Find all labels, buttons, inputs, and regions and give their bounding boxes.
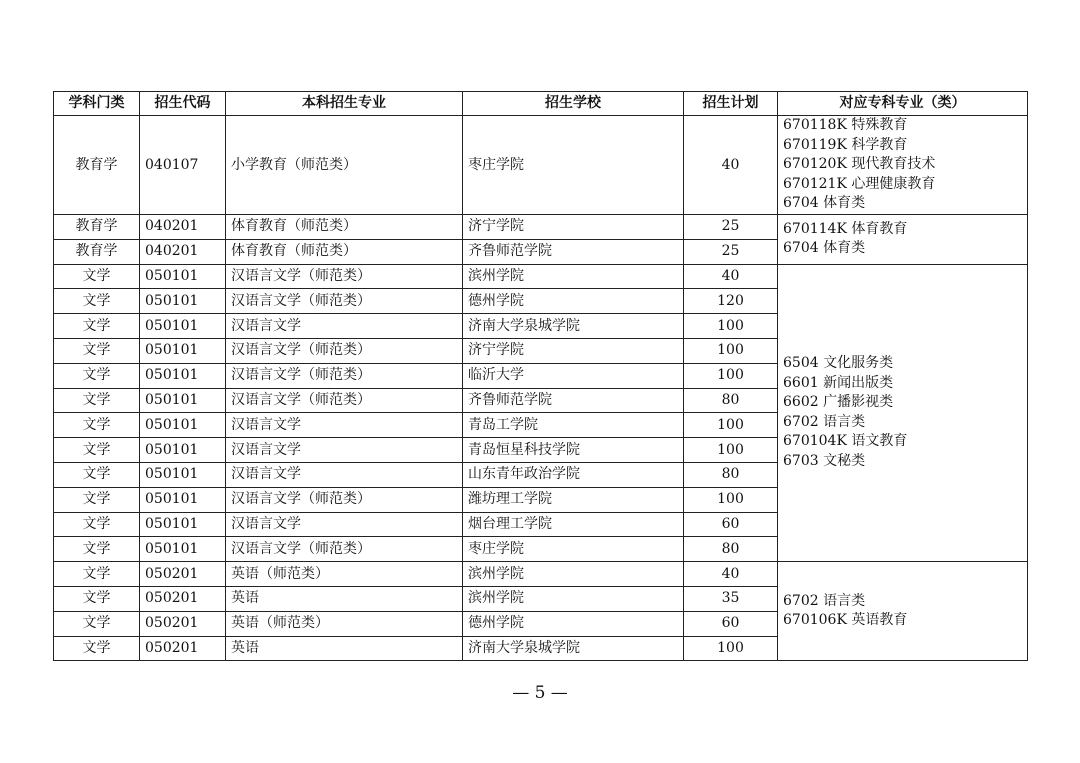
header-row [54,92,1028,116]
corresponding-major-line: 6702 语言类 [783,592,866,609]
cell-school: 枣庄学院 [463,116,684,215]
cell-plan: 100 [684,438,778,463]
cell-category: 教育学 [54,239,140,264]
table-body [54,116,1028,661]
header-school: 招生学校 [463,92,684,116]
cell-plan: 35 [684,586,778,611]
cell-school: 青岛工学院 [463,413,684,438]
table-row [54,562,1028,587]
cell-school: 德州学院 [463,611,684,636]
cell-school: 济南大学泉城学院 [463,314,684,339]
cell-plan: 25 [684,215,778,240]
corresponding-major-line: 6704 体育类 [783,195,866,212]
cell-code: 050201 [140,636,226,661]
cell-corresponding-majors [778,215,1028,265]
cell-code: 050101 [140,289,226,314]
cell-major: 英语（师范类） [226,562,463,587]
cell-school: 滨州学院 [463,586,684,611]
cell-code: 050101 [140,462,226,487]
cell-major: 汉语言文学（师范类） [226,537,463,562]
cell-category: 文学 [54,586,140,611]
corresponding-major-line: 670118K 特殊教育 [783,117,908,134]
cell-major: 汉语言文学 [226,438,463,463]
header-code: 招生代码 [140,92,226,116]
page-number: — 5 — [512,683,568,703]
cell-school: 烟台理工学院 [463,512,684,537]
cell-major: 汉语言文学（师范类） [226,363,463,388]
table-header [54,92,1028,116]
cell-code: 040201 [140,215,226,240]
cell-major: 英语 [226,636,463,661]
cell-school: 济宁学院 [463,215,684,240]
cell-plan: 80 [684,388,778,413]
corresponding-major-line: 670119K 科学教育 [783,136,908,153]
corresponding-major-line: 670104K 语文教育 [783,433,908,450]
table-row [54,264,1028,289]
corresponding-major-line: 6703 文秘类 [783,452,866,469]
header-corresponding-major: 对应专科专业（类） [778,92,1028,116]
cell-plan: 25 [684,239,778,264]
corresponding-major-line: 6602 广播影视类 [783,394,894,411]
cell-plan: 80 [684,462,778,487]
cell-category: 教育学 [54,116,140,215]
cell-plan: 80 [684,537,778,562]
cell-plan: 120 [684,289,778,314]
corresponding-major-line: 670114K 体育教育 [783,220,908,237]
cell-major: 体育教育（师范类） [226,239,463,264]
cell-category: 文学 [54,636,140,661]
corresponding-major-line: 6702 语言类 [783,413,866,430]
cell-category: 文学 [54,512,140,537]
cell-category: 文学 [54,413,140,438]
cell-category: 文学 [54,562,140,587]
cell-plan: 60 [684,611,778,636]
cell-major: 汉语言文学 [226,314,463,339]
cell-plan: 100 [684,413,778,438]
header-plan: 招生计划 [684,92,778,116]
cell-code: 050201 [140,586,226,611]
cell-code: 050101 [140,388,226,413]
header-category: 学科门类 [54,92,140,116]
cell-code: 040201 [140,239,226,264]
header-major: 本科招生专业 [226,92,463,116]
cell-plan: 40 [684,116,778,215]
cell-school: 潍坊理工学院 [463,487,684,512]
cell-category: 文学 [54,611,140,636]
corresponding-major-line: 6601 新闻出版类 [783,374,894,391]
cell-plan: 60 [684,512,778,537]
cell-category: 文学 [54,363,140,388]
cell-major: 汉语言文学（师范类） [226,487,463,512]
cell-major: 汉语言文学（师范类） [226,289,463,314]
cell-code: 050101 [140,537,226,562]
cell-school: 济南大学泉城学院 [463,636,684,661]
table-row [54,215,1028,240]
corresponding-major-line: 670120K 现代教育技术 [783,156,936,173]
corresponding-major-line: 670121K 心理健康教育 [783,175,936,192]
cell-code: 050101 [140,363,226,388]
cell-major: 汉语言文学（师范类） [226,264,463,289]
table-row [54,116,1028,215]
cell-school: 山东青年政治学院 [463,462,684,487]
cell-plan: 100 [684,314,778,339]
cell-corresponding-majors [778,562,1028,661]
cell-major: 英语 [226,586,463,611]
cell-school: 滨州学院 [463,264,684,289]
cell-category: 教育学 [54,215,140,240]
cell-school: 枣庄学院 [463,537,684,562]
cell-category: 文学 [54,537,140,562]
cell-corresponding-majors [778,264,1028,562]
cell-major: 体育教育（师范类） [226,215,463,240]
cell-category: 文学 [54,438,140,463]
cell-category: 文学 [54,462,140,487]
cell-school: 青岛恒星科技学院 [463,438,684,463]
cell-code: 050101 [140,264,226,289]
cell-category: 文学 [54,289,140,314]
cell-school: 齐鲁师范学院 [463,388,684,413]
cell-category: 文学 [54,487,140,512]
cell-code: 040107 [140,116,226,215]
corresponding-major-line: 6704 体育类 [783,240,866,257]
admissions-table [53,91,1028,661]
cell-plan: 100 [684,636,778,661]
cell-code: 050101 [140,338,226,363]
cell-category: 文学 [54,314,140,339]
cell-code: 050101 [140,487,226,512]
cell-plan: 100 [684,338,778,363]
cell-code: 050101 [140,438,226,463]
cell-code: 050101 [140,314,226,339]
cell-major: 英语（师范类） [226,611,463,636]
cell-plan: 100 [684,487,778,512]
corresponding-major-line: 670106K 英语教育 [783,612,908,629]
cell-school: 滨州学院 [463,562,684,587]
cell-plan: 100 [684,363,778,388]
cell-school: 临沂大学 [463,363,684,388]
cell-school: 德州学院 [463,289,684,314]
cell-code: 050201 [140,562,226,587]
cell-code: 050101 [140,413,226,438]
cell-category: 文学 [54,338,140,363]
cell-corresponding-majors [778,116,1028,215]
cell-category: 文学 [54,264,140,289]
cell-school: 齐鲁师范学院 [463,239,684,264]
cell-school: 济宁学院 [463,338,684,363]
cell-code: 050101 [140,512,226,537]
cell-major: 汉语言文学 [226,512,463,537]
cell-plan: 40 [684,562,778,587]
cell-code: 050201 [140,611,226,636]
corresponding-major-line: 6504 文化服务类 [783,355,894,372]
cell-major: 汉语言文学（师范类） [226,338,463,363]
cell-major: 小学教育（师范类） [226,116,463,215]
cell-plan: 40 [684,264,778,289]
cell-category: 文学 [54,388,140,413]
cell-major: 汉语言文学（师范类） [226,388,463,413]
cell-major: 汉语言文学 [226,462,463,487]
cell-major: 汉语言文学 [226,413,463,438]
